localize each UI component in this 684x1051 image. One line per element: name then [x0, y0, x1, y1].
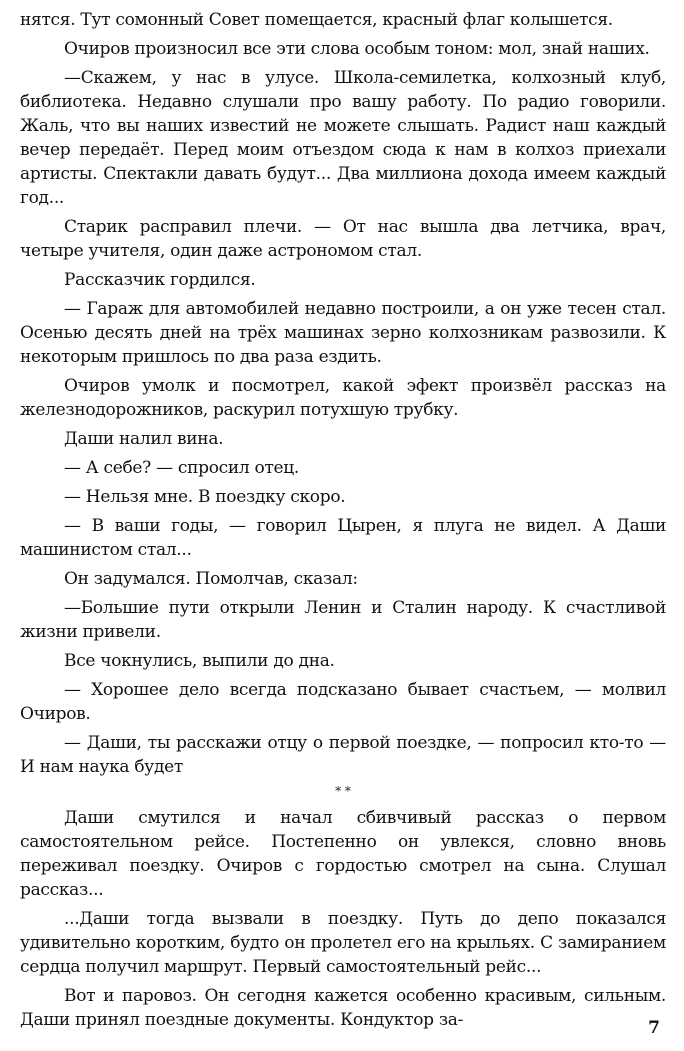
- paragraph: Очиров умолк и посмотрел, какой эфект произвёл рассказ на железнодорожников, раскурил потухшую трубку.: [20, 376, 666, 420]
- page-number: 7: [648, 1018, 660, 1038]
- paragraph: — Хорошее дело всегда подсказано бывает счастьем, — молвил Очиров.: [20, 680, 666, 724]
- section-separator: * *: [335, 784, 351, 798]
- paragraph: Вот и паровоз. Он сегодня кажется особенно красивым, сильным. Даши принял поездные документы. Кондуктор за-: [20, 986, 666, 1030]
- paragraph: — Гараж для автомобилей недавно построили, а он уже тесен стал. Осенью десять дней на трёх машинах зерно колхозникам развозили. К некоторым пришлось по два раза ездить.: [20, 299, 666, 367]
- paragraph: Все чокнулись, выпили до дна.: [64, 651, 335, 671]
- paragraph: Даши налил вина.: [64, 429, 224, 449]
- paragraph: Старик расправил плечи. — От нас вышла два летчика, врач, четыре учителя, один даже астрономом стал.: [20, 217, 666, 261]
- paragraph: — Даши, ты расскажи отцу о первой поездке, — попросил кто-то — И нам наука будет: [20, 733, 666, 777]
- paragraph: —Большие пути открыли Ленин и Сталин народу. К счастливой жизни привели.: [20, 598, 666, 642]
- paragraph: ...Даши тогда вызвали в поездку. Путь до депо показался удивительно коротким, будто он пролетел его на крыльях. С замиранием сердца получил маршрут. Первый самостоятельный рейс...: [20, 909, 666, 977]
- paragraph: — Нельзя мне. В поездку скоро.: [64, 487, 346, 507]
- paragraph: Он задумался. Помолчав, сказал:: [64, 569, 358, 589]
- paragraph: —Скажем, у нас в улусе. Школа-семилетка, колхозный клуб, библиотека. Недавно слушали про вашу работу. По радио говорили. Жаль, что вы наших известий не можете слышать. Радист наш каждый вечер передаёт. Перед моим отъездом сюда к нам в колхоз приехали артисты. Спектакли давать будут... Два миллиона дохода имеем каждый год...: [20, 68, 666, 208]
- paragraph: нятся. Тут сомонный Совет помещается, красный флаг колышется.: [20, 10, 613, 30]
- paragraph: Рассказчик гордился.: [64, 270, 256, 290]
- book-page: [20, 8, 666, 1037]
- paragraph: Очиров произносил все эти слова особым тоном: мол, знай наших.: [64, 39, 650, 59]
- paragraph: — В ваши годы, — говорил Цырен, я плуга не видел. А Даши машинистом стал...: [20, 516, 666, 560]
- paragraph: Даши смутился и начал сбивчивый рассказ о первом самостоятельном рейсе. Постепенно он увлекся, словно вновь переживал поездку. Очиров с гордостью смотрел на сына. Слушал рассказ...: [20, 808, 666, 900]
- paragraph: — А себе? — спросил отец.: [64, 458, 300, 478]
